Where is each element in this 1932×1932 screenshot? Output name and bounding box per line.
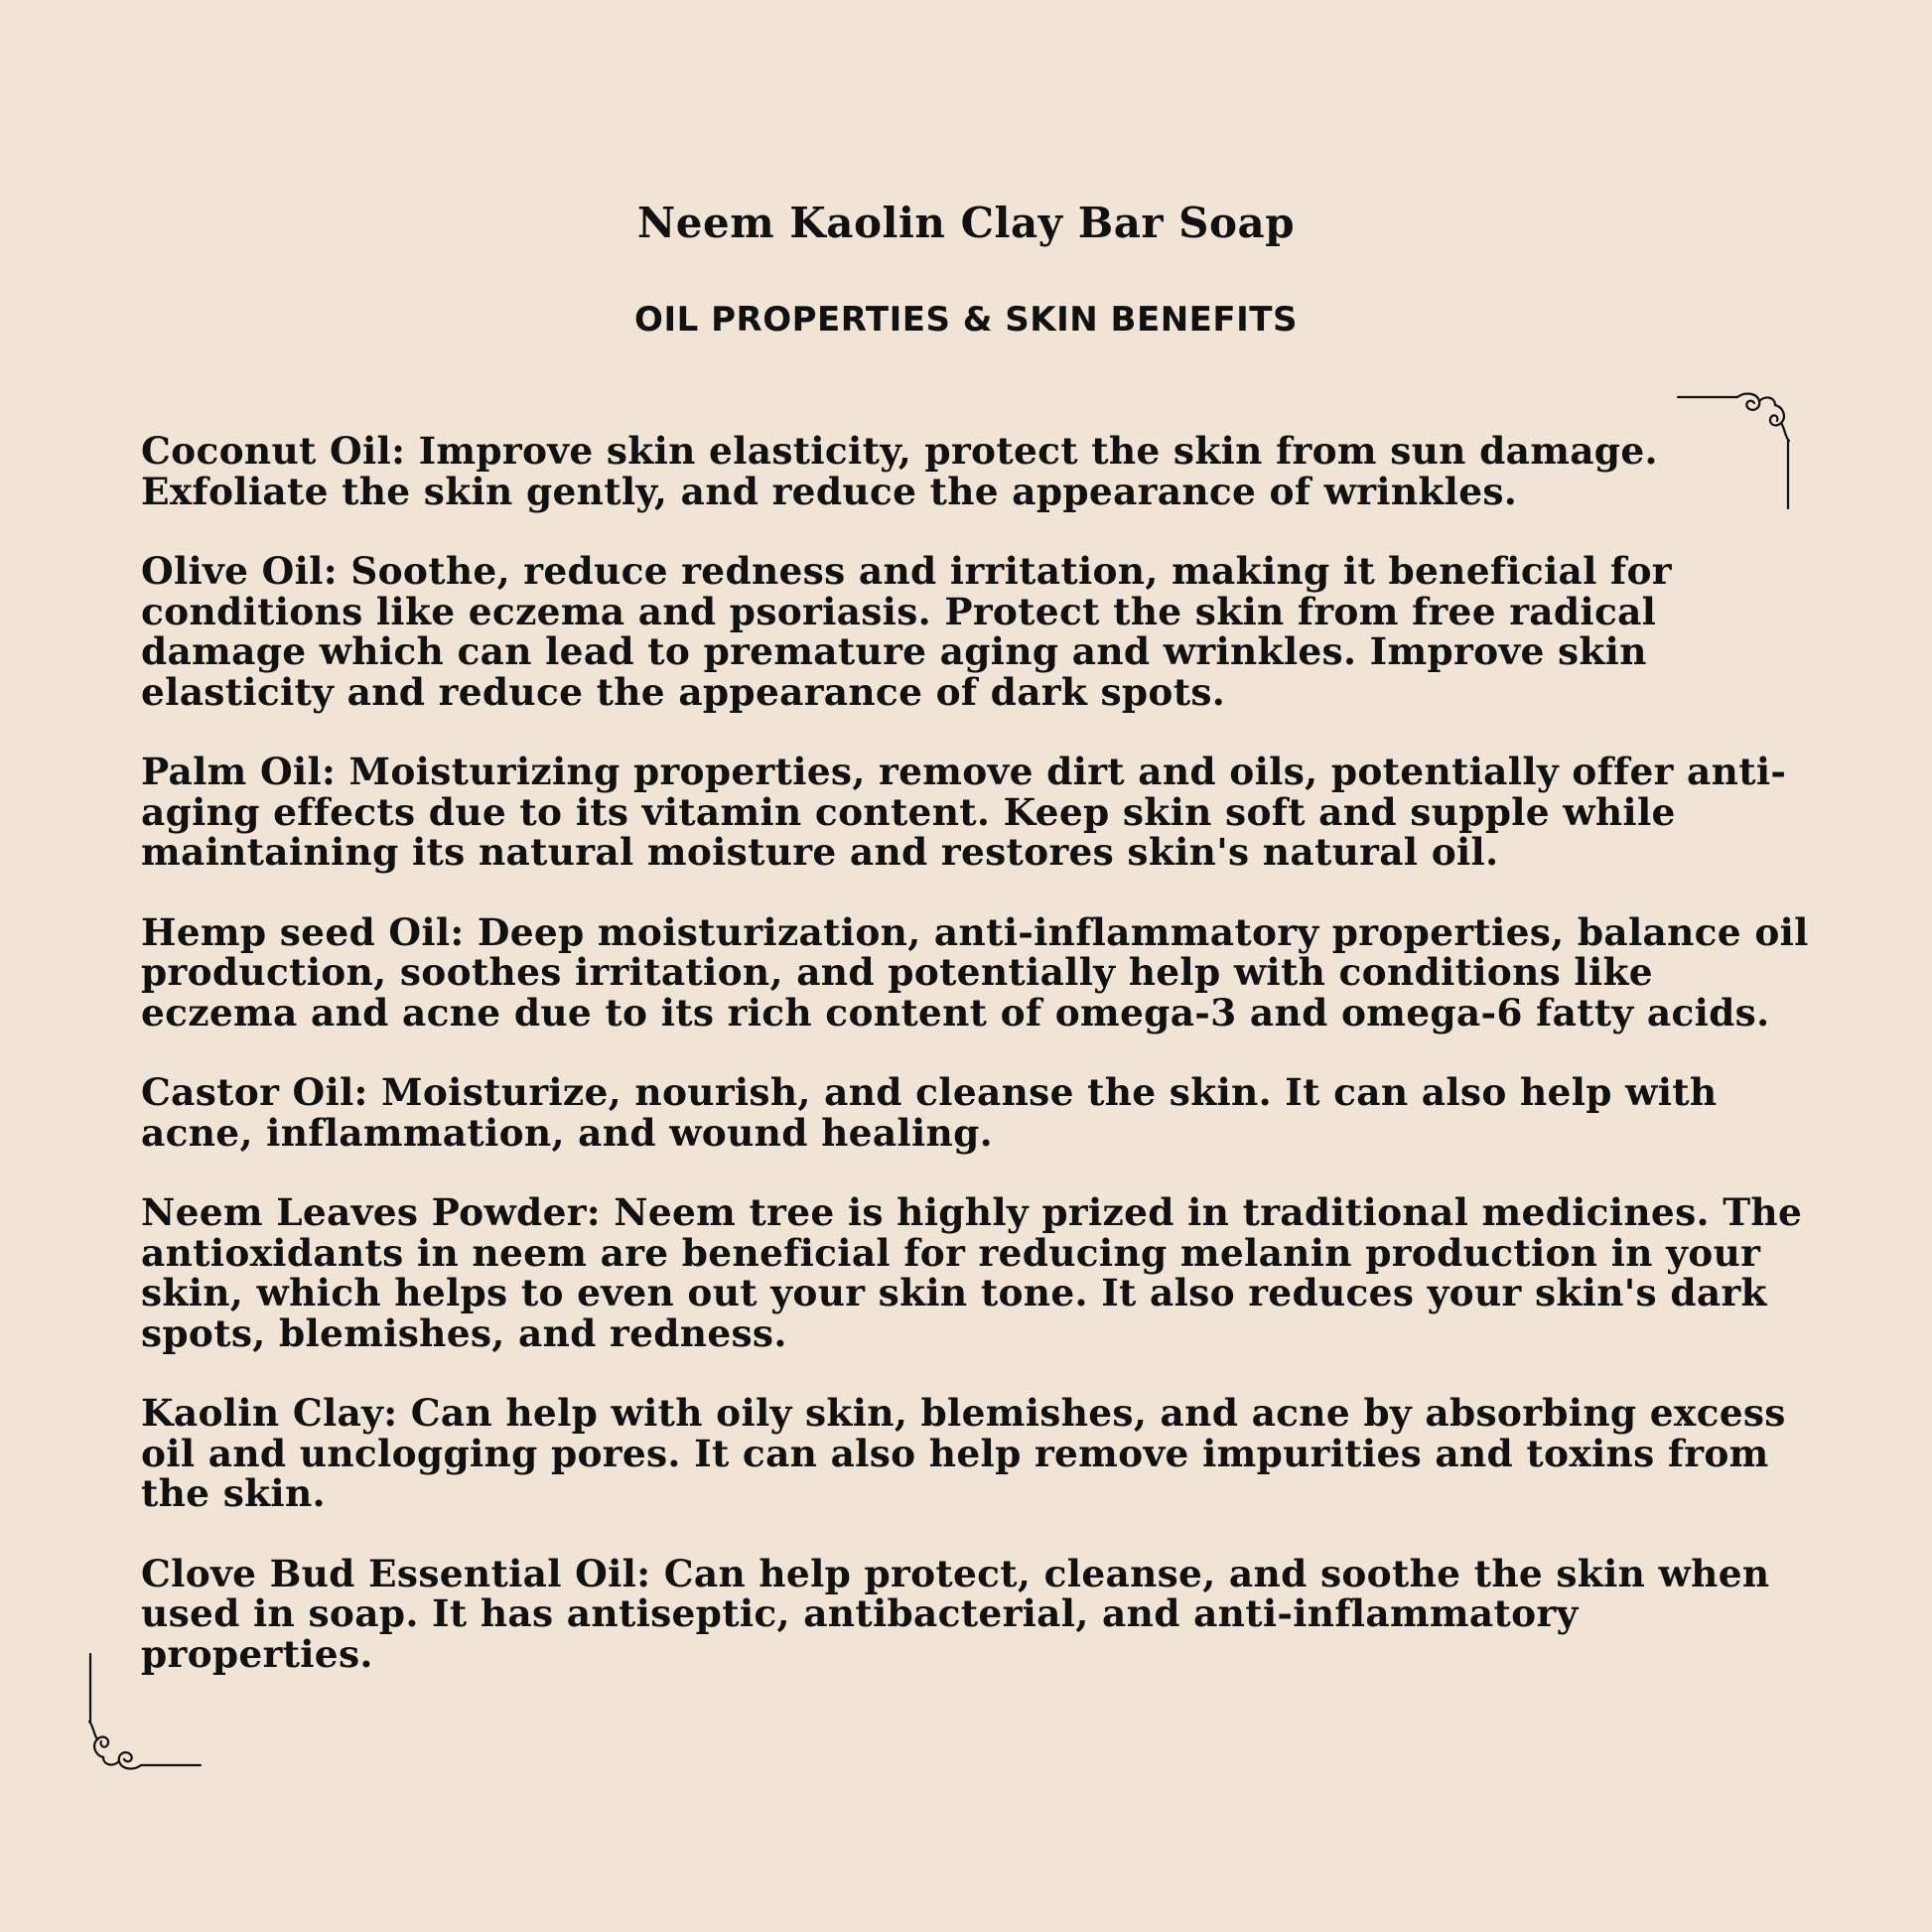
entry-castor-oil: Castor Oil: Moisturize, nourish, and cleanse the skin. It can also help with acne, inflammation, and wound healing. (141, 1070, 1718, 1155)
entry-coconut-oil: Coconut Oil: Improve skin elasticity, protect the skin from sun damage. Exfoliate the skin gently, and reduce the appearance of wrinkles. (141, 429, 1658, 513)
benefits-list (141, 431, 1809, 1714)
entry-neem-leaves-powder: Neem Leaves Powder: Neem tree is highly prized in traditional medicines. The antioxidants in neem are beneficial for reducing melanin production in your skin, which helps to even out your skin tone. It also reduces your skin's dark spots, blemishes, and redness. (141, 1190, 1803, 1355)
entry-clove-bud-essential-oil: Clove Bud Essential Oil: Can help protect, cleanse, and soothe the skin when used in soap. It has antiseptic, antibacterial, and anti-inflammatory properties. (141, 1551, 1770, 1676)
entry-palm-oil: Palm Oil: Moisturizing properties, remove dirt and oils, potentially offer anti-aging effects due to its vitamin content. Keep skin soft and supple while maintaining its natural moisture and restores skin's natural oil. (141, 750, 1787, 874)
page-title: Neem Kaolin Clay Bar Soap (636, 199, 1296, 247)
entry-kaolin-clay: Kaolin Clay: Can help with oily skin, blemishes, and acne by absorbing excess oil and unclogging pores. It can also help remove impurities and toxins from the skin. (141, 1391, 1786, 1515)
entry-olive-oil: Olive Oil: Soothe, reduce redness and irritation, making it beneficial for conditions like eczema and psoriasis. Protect the skin from free radical damage which can lead to premature aging and wrinkles. Improve skin elasticity and reduce the appearance of dark spots. (141, 549, 1672, 714)
page-subtitle: OIL PROPERTIES & SKIN BENEFITS (634, 300, 1298, 340)
entry-hemp-seed-oil: Hemp seed Oil: Deep moisturization, anti-inflammatory properties, balance oil production, soothes irritation, and potentially help with conditions like eczema and acne due to its rich content of omega-3 and omega-6 fatty acids. (141, 909, 1809, 1035)
